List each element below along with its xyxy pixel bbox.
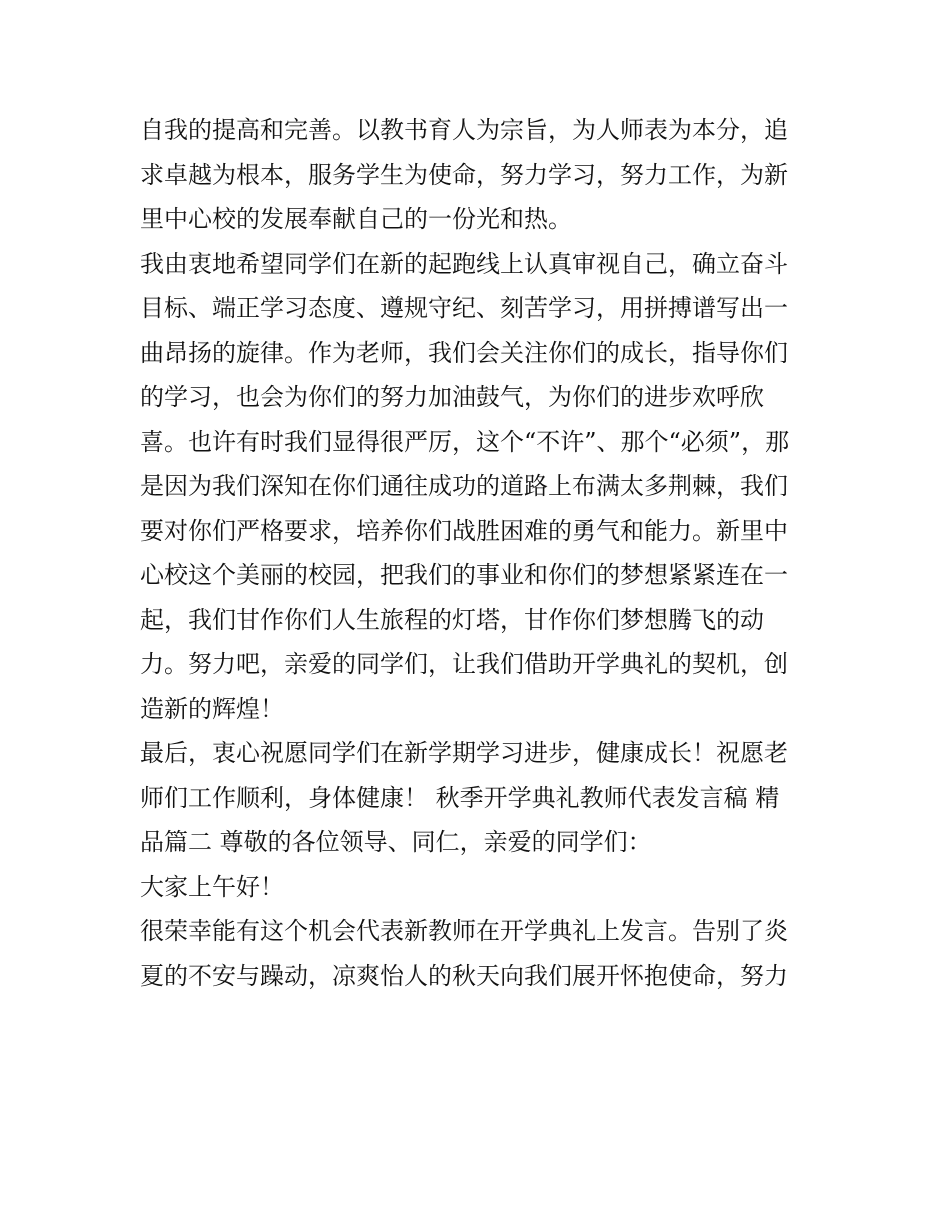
text-line: 的学习，也会为你们的努力加油鼓气，为你们的进步欢呼欣 <box>140 383 764 411</box>
text-line: 夏的不安与躁动，凉爽怡人的秋天向我们展开怀抱使命，努力 <box>140 961 788 990</box>
document-body <box>140 108 820 998</box>
text-line: 喜。也许有时我们显得很严厉，这个“不许”、那个“必须”，那 <box>140 427 790 456</box>
text-line: 求卓越为根本，服务学生为使命，努力学习，努力工作，为新 <box>140 160 788 189</box>
text-line: 很荣幸能有这个机会代表新教师在开学典礼上发言。告别了炎 <box>140 917 788 945</box>
text-line: 里中心校的发展奉献自己的一份光和热。 <box>140 205 572 233</box>
text-line: 师们工作顺利，身体健康！ 秋季开学典礼教师代表发言稿 精 <box>140 783 780 812</box>
text-line: 最后，衷心祝愿同学们在新学期学习进步，健康成长！祝愿老 <box>140 739 788 767</box>
text-line: 目标、端正学习态度、遵规守纪、刻苦学习，用拼搏谱写出一 <box>140 294 788 322</box>
text-line: 力。努力吧，亲爱的同学们，让我们借助开学典礼的契机，创 <box>140 650 788 678</box>
text-line: 我由衷地希望同学们在新的起跑线上认真审视自己，确立奋斗 <box>140 249 788 278</box>
text-line: 曲昂扬的旋律。作为老师，我们会关注你们的成长，指导你们 <box>140 338 788 367</box>
text-line: 心校这个美丽的校园，把我们的事业和你们的梦想紧紧连在一 <box>140 561 788 589</box>
text-line: 品篇二 尊敬的各位领导、同仁，亲爱的同学们： <box>140 828 652 856</box>
text-line: 大家上午好！ <box>140 872 284 901</box>
text-line: 是因为我们深知在你们通往成功的道路上布满太多荆棘，我们 <box>140 472 788 500</box>
text-line: 要对你们严格要求，培养你们战胜困难的勇气和能力。新里中 <box>140 516 788 545</box>
text-line: 造新的辉煌！ <box>140 694 284 723</box>
text-line: 起，我们甘作你们人生旅程的灯塔，甘作你们梦想腾飞的动 <box>140 605 764 634</box>
text-line: 自我的提高和完善。以教书育人为宗旨，为人师表为本分，追 <box>140 116 788 144</box>
